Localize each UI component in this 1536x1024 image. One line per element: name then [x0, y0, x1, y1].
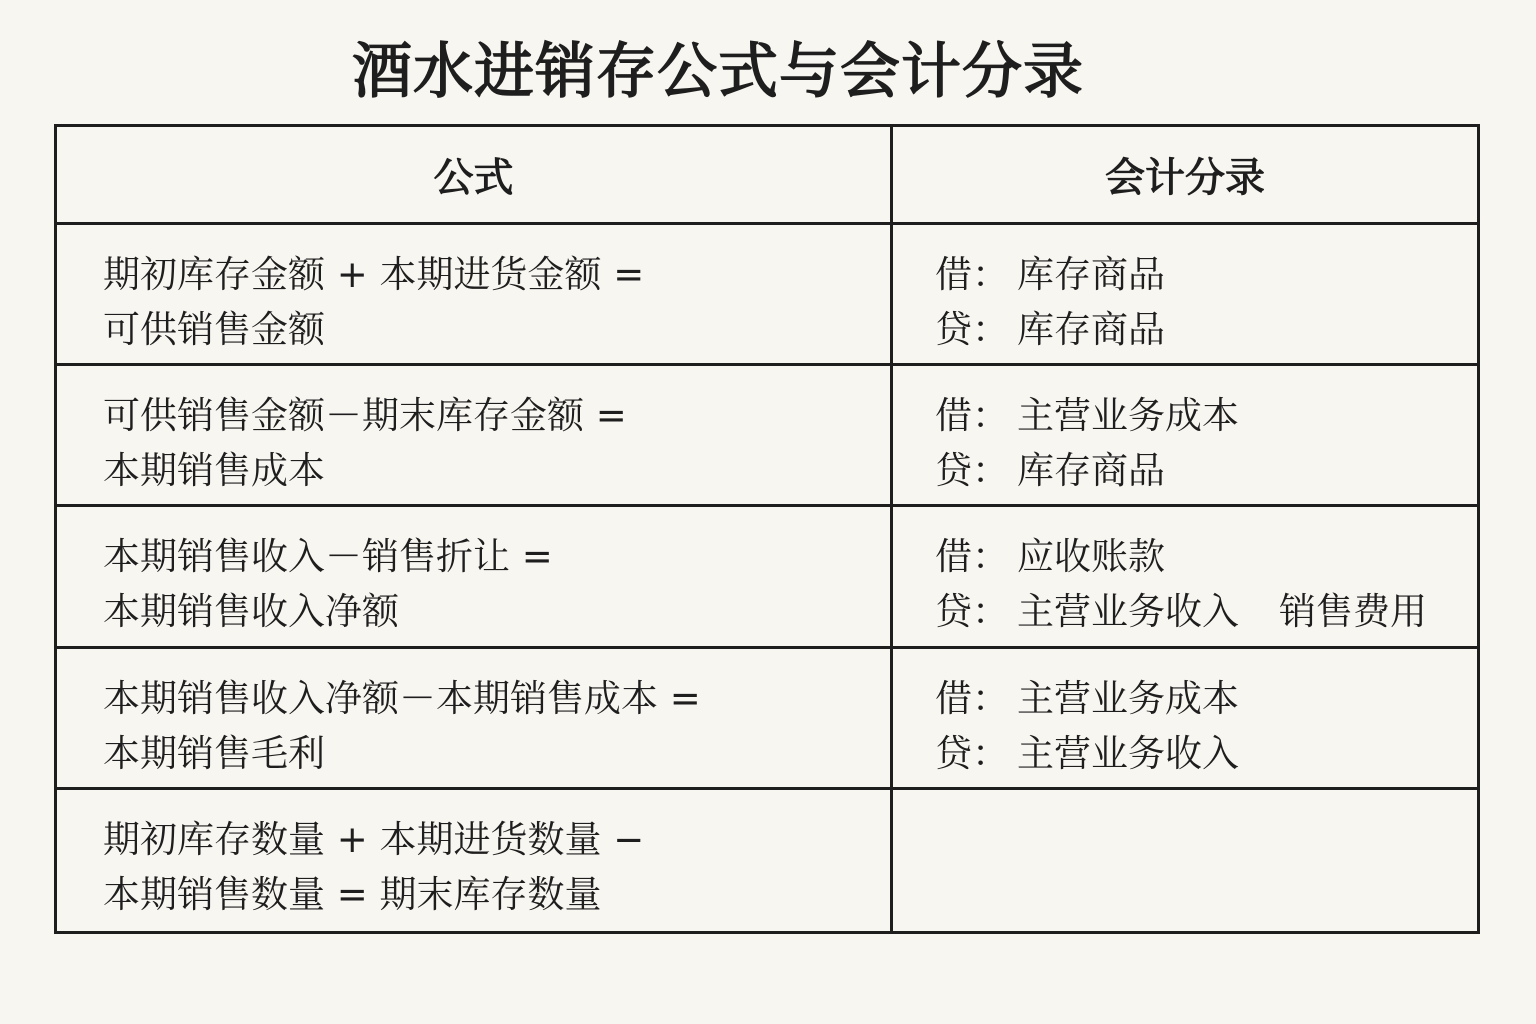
entry-cell-4 — [893, 649, 1477, 790]
formula-line: 可供销售金额－期末库存金额 = — [103, 394, 627, 438]
formula-line: 可供销售金额 — [103, 308, 325, 351]
debit-label: 借： — [935, 535, 1009, 579]
debit-label: 借： — [935, 394, 1009, 438]
debit-account: 主营业务成本 — [1017, 676, 1239, 720]
formula-cell-4 — [57, 649, 893, 790]
credit-line — [935, 726, 1477, 781]
debit-line — [935, 388, 1477, 443]
credit-account-extra: 销售费用 — [1279, 590, 1427, 634]
credit-label: 贷： — [935, 731, 1009, 775]
debit-account: 应收账款 — [1017, 535, 1165, 579]
formula-line: 本期销售收入净额 — [103, 590, 399, 634]
entry-cell-1 — [893, 225, 1477, 366]
formula-line: 期初库存金额 + 本期进货金额 = — [103, 253, 645, 296]
debit-line — [935, 247, 1477, 302]
debit-label: 借： — [935, 676, 1009, 720]
credit-account: 库存商品 — [1017, 308, 1165, 351]
credit-account: 主营业务收入 — [1017, 590, 1239, 634]
formula-line: 本期销售收入净额－本期销售成本 = — [103, 676, 701, 720]
page-title: 酒水进销存公式与会计分录 — [352, 37, 1084, 107]
header-entry: 会计分录 — [893, 127, 1477, 225]
debit-line — [935, 671, 1477, 726]
formula-cell-5 — [57, 790, 893, 931]
credit-label: 贷： — [935, 590, 1009, 634]
formula-line: 本期销售收入－销售折让 = — [103, 535, 553, 579]
credit-account: 主营业务收入 — [1017, 731, 1239, 775]
formula-line: 期初库存数量 + 本期进货数量 − — [103, 817, 645, 861]
formula-line: 本期销售成本 — [103, 449, 325, 493]
entry-cell-5-empty — [893, 790, 1477, 931]
debit-label: 借： — [935, 253, 1009, 296]
formula-line: 本期销售数量 = 期末库存数量 — [103, 872, 602, 916]
formula-line: 本期销售毛利 — [103, 731, 325, 775]
debit-line — [935, 529, 1477, 584]
formula-cell-2 — [57, 366, 893, 507]
entry-cell-3 — [893, 507, 1477, 648]
credit-label: 贷： — [935, 449, 1009, 493]
entry-cell-2 — [893, 366, 1477, 507]
header-formula: 公式 — [57, 127, 893, 225]
credit-line — [935, 584, 1477, 639]
formula-cell-3 — [57, 507, 893, 648]
credit-label: 贷： — [935, 308, 1009, 351]
formula-entry-table — [54, 124, 1480, 934]
credit-line — [935, 302, 1477, 357]
credit-line — [935, 443, 1477, 498]
debit-account: 主营业务成本 — [1017, 394, 1239, 438]
credit-account: 库存商品 — [1017, 449, 1165, 493]
formula-cell-1 — [57, 225, 893, 366]
debit-account: 库存商品 — [1017, 253, 1165, 296]
